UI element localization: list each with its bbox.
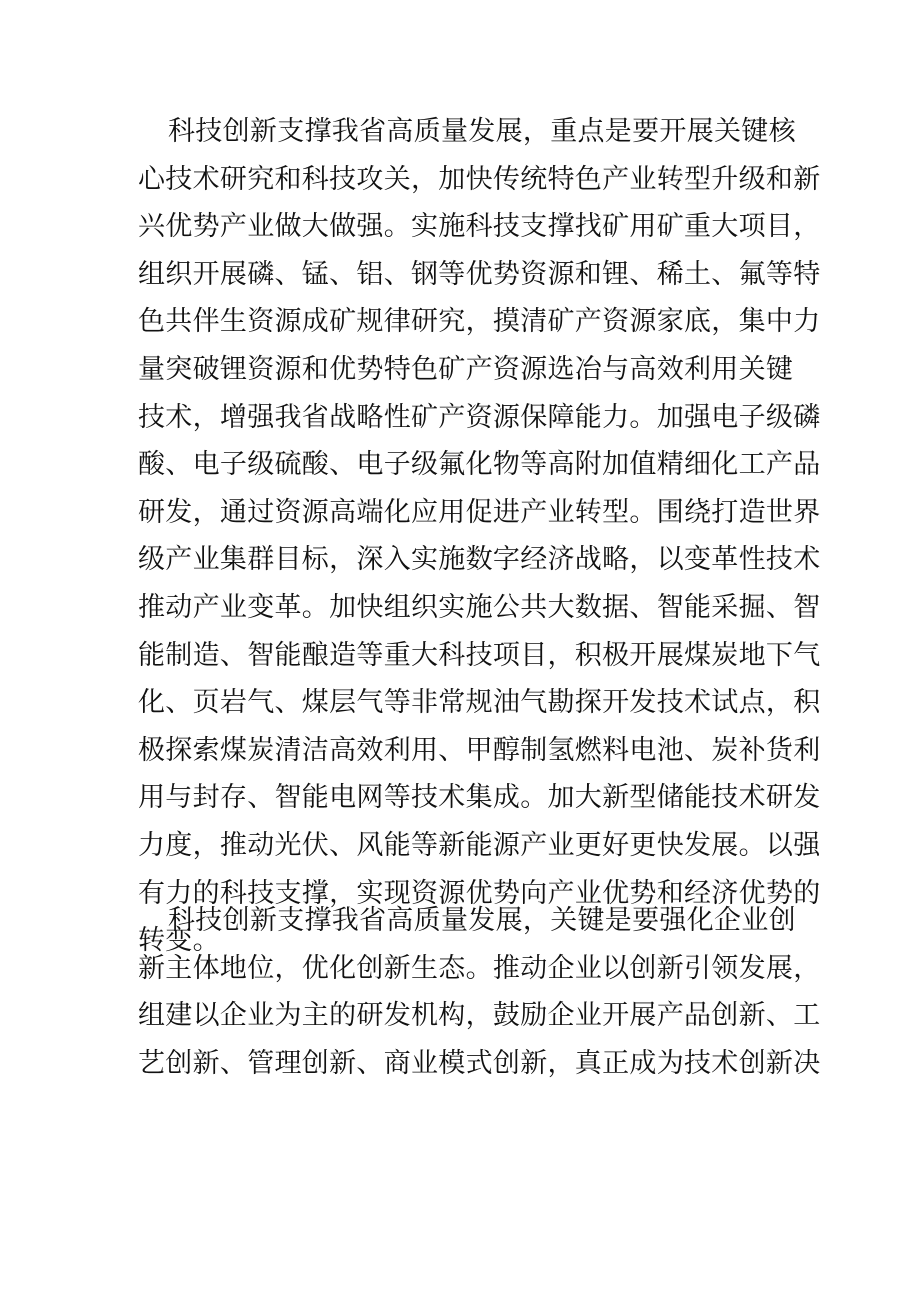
text-line: 兴优势产业做大做强。实施科技支撑找矿用矿重大项目， [138, 211, 821, 243]
text-line: 化、页岩气、煤层气等非常规油气勘探开发技术试点，积 [138, 687, 821, 719]
paragraph-key-technology [138, 108, 821, 965]
text-line: 酸、电子级硫酸、电子级氟化物等高附加值精细化工产品 [138, 449, 821, 481]
text-line: 艺创新、管理创新、商业模式创新，真正成为技术创新决 [138, 1047, 821, 1079]
text-line: 技术，增强我省战略性矿产资源保障能力。加强电子级磷 [138, 401, 821, 433]
text-line: 心技术研究和科技攻关，加快传统特色产业转型升级和新 [138, 163, 821, 195]
text-line: 量突破锂资源和优势特色矿产资源选冶与高效利用关键 [138, 353, 794, 385]
text-line: 组建以企业为主的研发机构，鼓励企业开展产品创新、工 [138, 1000, 821, 1032]
text-line: 用与封存、智能电网等技术集成。加大新型储能技术研发 [138, 782, 821, 814]
text-line: 新主体地位，优化创新生态。推动企业以创新引领发展， [138, 952, 821, 984]
text-line: 科技创新支撑我省高质量发展，关键是要强化企业创 [168, 905, 796, 936]
text-line: 研发，通过资源高端化应用促进产业转型。围绕打造世界 [138, 496, 821, 528]
text-line: 推动产业变革。加快组织实施公共大数据、智能采掘、智 [138, 591, 821, 623]
text-line: 组织开展磷、锰、铝、钢等优势资源和锂、稀土、氟等特 [138, 258, 821, 290]
text-line: 力度，推动光伏、风能等新能源产业更好更快发展。以强 [138, 829, 821, 861]
paragraph-enterprise-innovation [138, 897, 821, 1087]
text-line: 转变。 [138, 925, 220, 957]
text-line: 科技创新支撑我省高质量发展，重点是要开展关键核 [168, 116, 796, 147]
text-line: 色共伴生资源成矿规律研究，摸清矿产资源家底，集中力 [138, 306, 821, 338]
text-line: 极探索煤炭清洁高效利用、甲醇制氢燃料电池、炭补货利 [138, 734, 821, 766]
text-line: 有力的科技支撑，实现资源优势向产业优势和经济优势的 [138, 877, 821, 909]
text-line: 级产业集群目标，深入实施数字经济战略，以变革性技术 [138, 544, 821, 576]
text-line: 能制造、智能酿造等重大科技项目，积极开展煤炭地下气 [138, 639, 821, 671]
